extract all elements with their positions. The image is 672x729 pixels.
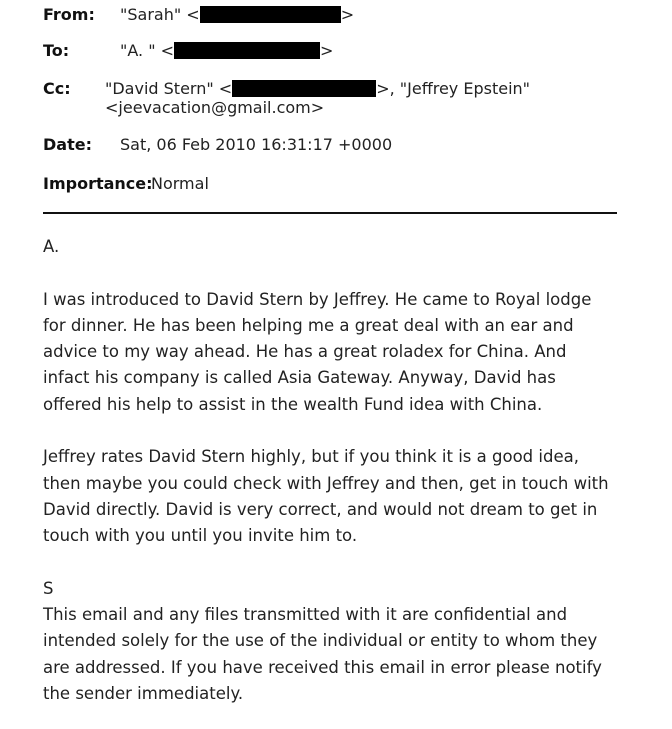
cc-label: Cc:: [43, 79, 71, 98]
from-name: "Sarah" <: [120, 5, 200, 24]
date-label: Date:: [43, 135, 92, 154]
to-label: To:: [43, 41, 70, 60]
body-paragraph: Jeffrey rates David Stern highly, but if you think it is a good idea, then maybe you could check with Jeffrey and then, get in touch with David directly. David is very correct, and would not dream to get in touch with you until you invite him to.: [43, 447, 609, 546]
redaction-bar: [232, 80, 376, 97]
to-suffix: >: [320, 41, 334, 60]
from-suffix: >: [340, 5, 355, 24]
cc-name: "David Stern" <: [105, 79, 233, 98]
from-label: From:: [43, 5, 95, 24]
disclaimer: This email and any files transmitted with it are confidential and intended solely for the use of the individual or entity to whom they are addressed. If you have received this email in error please notify the sender immediately.: [43, 605, 602, 704]
header-divider: [43, 212, 617, 214]
to-name: "A. " <: [120, 41, 175, 60]
cc-value-line1: [105, 79, 530, 99]
importance-label: Importance:: [43, 174, 153, 193]
to-value: [120, 41, 333, 61]
email-body: [43, 234, 617, 707]
date-value: Sat, 06 Feb 2010 16:31:17 +0000: [120, 135, 393, 154]
importance-value: Normal: [151, 174, 209, 193]
salutation: A.: [43, 237, 60, 256]
body-paragraph: I was introduced to David Stern by Jeffrey. He came to Royal lodge for dinner. He has been helping me a great deal with an ear and advice to my way ahead. He has a great roladex for China. And infact his company is called Asia Gateway. Anyway, David has offered his help to assist in the wealth Fund idea with China.: [43, 289, 592, 414]
cc-value-line2: <jeevacation@gmail.com>: [105, 98, 325, 117]
from-value: [120, 5, 354, 25]
redaction-bar: [200, 6, 341, 23]
cc-second-recipient: >, "Jeffrey Epstein": [376, 79, 531, 98]
redaction-bar: [174, 42, 320, 59]
signoff: S: [43, 578, 54, 598]
